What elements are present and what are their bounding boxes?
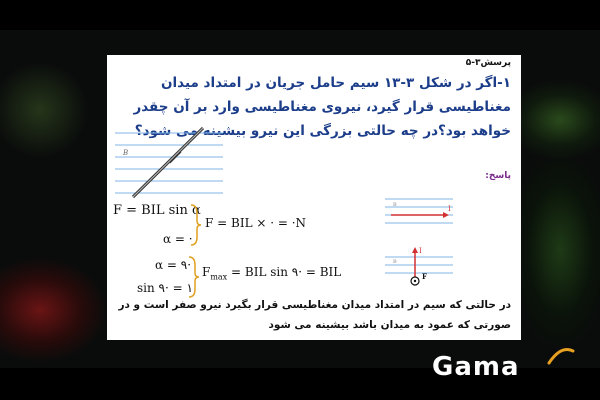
- formula-force-max: [202, 265, 341, 281]
- formula-alpha-zero: α = ·: [163, 232, 193, 246]
- formula-force-max-f: F: [202, 265, 211, 279]
- slide-number: پرسش۳-۵: [465, 58, 511, 68]
- formula-force-max-rest: = BIL sin ۹· = BIL: [227, 265, 342, 279]
- conclusion-text: در حالتی که سیم در امتداد میدان مغناطیسی قرار بگیرد نیرو صفر است و در صورتی که عمود به میدان باشد بیشینه می شود: [118, 299, 511, 331]
- brace-2: [187, 255, 201, 299]
- formula-force-max-sub: max: [210, 272, 228, 282]
- answer-label: پاسخ:: [485, 171, 511, 181]
- logo-arc-icon: [545, 343, 575, 367]
- gama-logo: Gama: [432, 352, 520, 382]
- wire-field-diagram: [115, 125, 223, 200]
- parallel-i-label: I: [448, 205, 451, 213]
- field-b-label: B: [123, 149, 129, 157]
- slide: [107, 55, 521, 340]
- brace-1: [189, 203, 203, 247]
- parallel-b-label: B: [393, 202, 397, 208]
- formula-force-zero: F = BIL × · = ·N: [205, 216, 307, 230]
- question-text: ۱-اگر در شکل ۳-۱۳ سیم حامل جریان در امتداد میدان مغناطیسی قرار گیرد، نیروی مغناطیسی وارد بر آن چقدر خواهد بود؟در چه حالتی بزرگی این نیرو بیشینه می شود؟: [133, 75, 511, 139]
- formula-force: F = BIL sin α: [113, 203, 201, 218]
- perpendicular-case-diagram: [385, 241, 453, 289]
- perp-f-label: F: [422, 272, 427, 281]
- formula-sin-ninety: sin ۹· = ۱: [137, 281, 193, 295]
- formula-alpha-ninety: α = ۹·: [155, 258, 192, 272]
- letterbox-top: [0, 0, 600, 30]
- parallel-case-diagram: [385, 195, 453, 229]
- perp-i-label: I: [419, 247, 422, 255]
- perp-b-label: B: [393, 259, 397, 265]
